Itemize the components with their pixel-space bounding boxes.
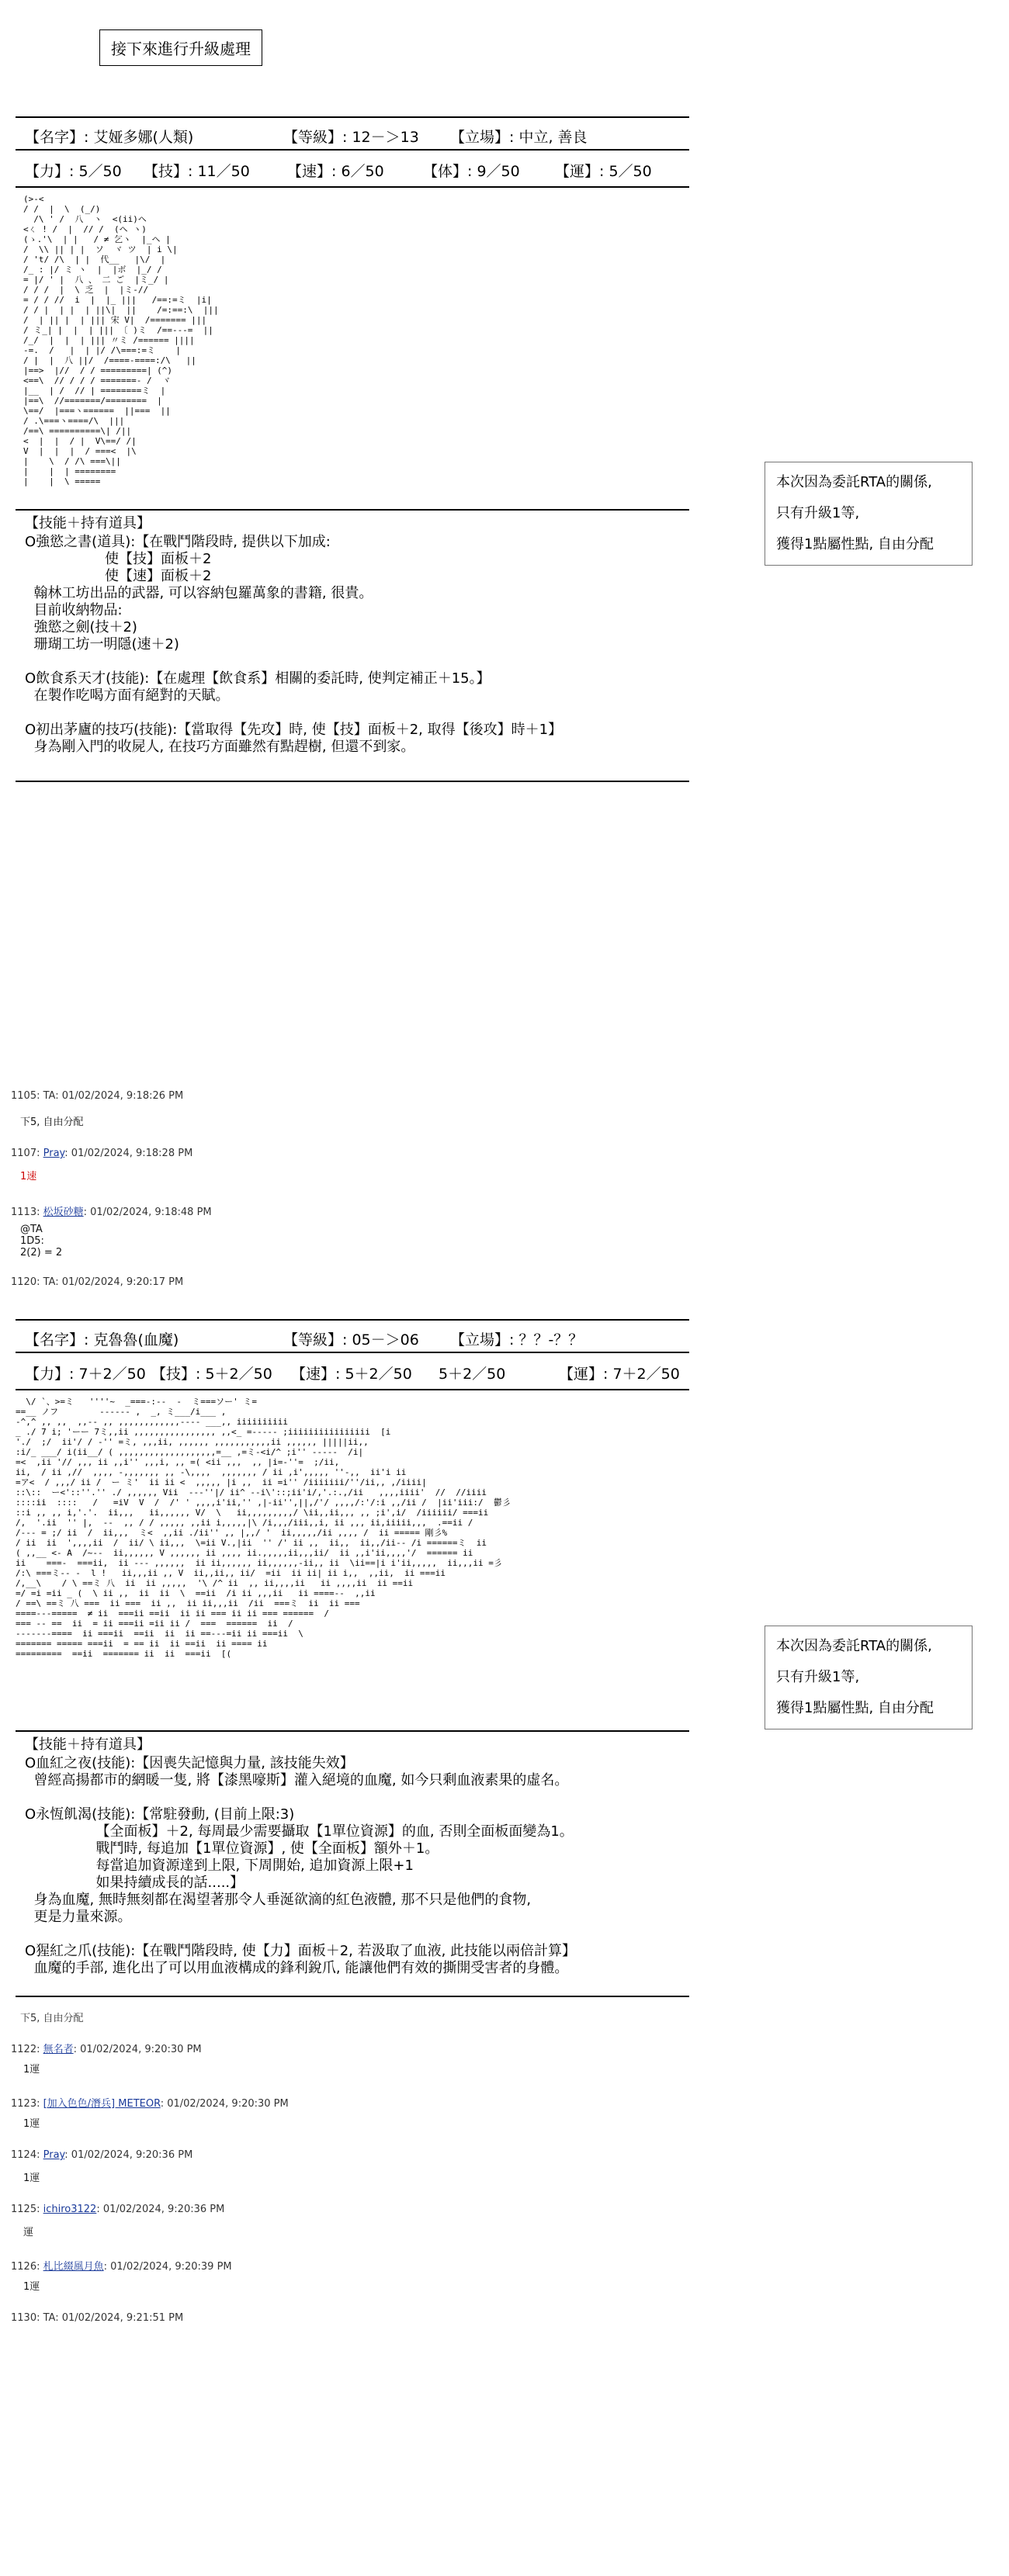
ascii-art-line: === -- == ii = ii ===ii =ii ii / === ====== ii / [16, 1619, 293, 1629]
poster-name-link[interactable]: 札比綴風月魚 [43, 2261, 104, 2273]
post-body: 下5, 自由分配 [20, 1117, 84, 1128]
skill-line [25, 705, 685, 722]
ascii-art-line: _ ./ 7 i; 'ーー 7ミ,,ii ,,,,,,,,,,,,,,,, ,,<_ =----- ;iiiiiiiiiiiiiiii [i [16, 1427, 391, 1437]
post-header: 1123: [加入色色/潛兵] METEOR: 01/02/2024, 9:20:30 PM [11, 2098, 289, 2110]
skill-line: 使【技】面板＋2 [25, 551, 212, 567]
side-note-line: 只有升級1等, [776, 1669, 860, 1685]
ascii-art-line: /_ : |/ ミ ヽ | |ボ |_/ / [23, 265, 162, 275]
divider [16, 1730, 689, 1732]
post-body: 1運 [23, 2118, 40, 2130]
skill-line: 在製作吃喝方面有絕對的天賦。 [25, 687, 230, 704]
character-sheet-2 [16, 1319, 689, 2002]
skills-title: 【技能＋持有道具】 [25, 1736, 151, 1753]
ascii-art-line: / | | 八 ||/ /====-====:/\ || [23, 355, 196, 365]
skill-line: 身為剛入門的收屍人, 在技巧方面雖然有點趕樹, 但還不到家。 [25, 739, 415, 755]
ascii-art-line: /, '.ii '' |, -- ,, / / ,,,,, ,,ii i,,,,,|\ /i,,,/iii,,i, ii ,,, ii,iiiii,,, .==ii / [16, 1518, 473, 1528]
ascii-art-line: |==\ //=======/======== | [23, 396, 162, 406]
stat-luck: 【運】: 7＋2／50 [559, 1366, 680, 1383]
ascii-art-line: \==/ |===ヽ====== ||=== || [23, 406, 171, 416]
ascii-art-line: | \ / /\ ===\|| [23, 456, 121, 466]
divider [16, 1996, 689, 1997]
stat-str: 【力】: 7＋2／50 [25, 1366, 146, 1383]
ascii-art-line: / / / | \ 乏 | |ミ-// [23, 285, 149, 295]
skill-line: 曾經高揚都市的網暖一隻, 將【漆黑嚎斯】灌入絕境的血魔, 如今只剩血液素果的虛名。 [25, 1772, 569, 1788]
ascii-art-line: ====---===== ≠ ii ===ii ==ii ii ii === ii ii === ====== / [16, 1608, 329, 1619]
post-header: 1125: ichiro3122: 01/02/2024, 9:20:36 PM [11, 2204, 225, 2215]
skills-title: 【技能＋持有道具】 [25, 515, 151, 531]
side-note-1 [765, 462, 973, 566]
post-body: 1速 [20, 1171, 37, 1182]
character-sheet-1 [16, 116, 689, 788]
ascii-art-line: / ==\ ==ミ 八 === ii === ii ,, ii ii,,,ii /ii ===ミ ii ii === [16, 1598, 360, 1608]
ascii-art-line: ( ,,__ <- A /~-- ii,,,,,, V ,,,,,, ii ,,,, ii.,,,,,ii,,,ii/ ii ,,i'ii,,,,'/ ====== ii [16, 1548, 473, 1558]
skill-line: 使【速】面板＋2 [25, 568, 212, 584]
divider [16, 509, 689, 511]
divider [16, 781, 689, 782]
page-title: 接下來進行升級處理 [99, 29, 262, 66]
skill-line [25, 1789, 692, 1806]
ascii-art-line: /:\ ===ミ-- - l ! ii,,,ii ,, V ii,,ii,, ii/ =ii ii ii| ii i,, ,,ii, ii ===ii [16, 1568, 446, 1578]
post-body: 1運 [23, 2064, 40, 2076]
stat-luck: 【運】: 5／50 [555, 163, 652, 180]
poster-name-link[interactable]: 松坂砂糖 [43, 1207, 84, 1218]
divider [16, 1319, 689, 1321]
stat-spd: 【速】: 5＋2／50 [291, 1366, 412, 1383]
skill-line: O永恆飢渴(技能):【常駐發動, (目前上限:3) [25, 1806, 295, 1823]
skill-line: O強慾之書(道具):【在戰鬥階段時, 提供以下加成: [25, 534, 331, 550]
skill-line [25, 1926, 692, 1943]
ascii-art-line: -=. / | | |/ /\===:=ミ | [23, 345, 182, 355]
ascii-art-line: ii, / ii ,// ,,,, -,,,,,,, ,, -\,,,, ,,,,,,, / ii ,i',,,,, ''-,, ii'i ii [16, 1467, 407, 1477]
ascii-art-line: './ ;/ ii'/ / -'' =ミ, ,,,ii, ,,,,,, ,,,,,,,,,,,ii ,,,,,, |||||ii,, [16, 1437, 369, 1447]
ascii-art-line: V | | | / ===< |\ [23, 446, 137, 456]
post-header: 1122: 無名者: 01/02/2024, 9:20:30 PM [11, 2044, 202, 2055]
ascii-art-line: ::i ,, ,, i,'.'. ii,,, ii,,,,,, V/ \ ii,,,,,,,,,/ \ii,,ii,,, ,, ;i',i/ /iiiiii/ ===ii [16, 1508, 489, 1518]
ascii-art-line: = |/ ' | 八 、 二 ご |ミ_/ | [23, 275, 169, 285]
skill-line: O飲食系天才(技能):【在處理【飲食系】相關的委託時, 使判定補正＋15。】 [25, 670, 491, 687]
skill-line [25, 653, 685, 670]
ascii-art-line: (ゝ.'\ | | / ≠ 乞ヽ |_ヘ | [23, 234, 171, 244]
ascii-art-line: ::::ii :::: / =iV V / /' ' ,,,,i'ii,'' ,|-ii'',||,/'/ ,,,,/:'/:i ,,/ii / |ii'iii:/ 鬱彡 [16, 1497, 511, 1508]
ascii-art-line: -^,^ ,, ,, ,,-- ,, ,,,,,,,,,,,,---- ___,, iiiiiiiiii [16, 1417, 288, 1427]
stat-tech: 【技】: 5＋2／50 [151, 1366, 272, 1383]
ascii-art-line: |__ | / // | ========ミ | [23, 386, 166, 396]
ascii-art-line: /--- = ;/ ii / ii,,, ミ< ,,ii ./ii'' ,, |,,/ ' ii,,,,,/ii ,,,, / ii ===== 剛彡% [16, 1528, 448, 1538]
poster-name-link[interactable]: [加入色色/潛兵] METEOR [43, 2098, 161, 2110]
ascii-art-line: ========= ==ii ======= ii ii ===ii [( [16, 1649, 232, 1659]
ascii-art-line: ======= ===== ===ii = == ii ii ==ii ii ==== ii [16, 1639, 268, 1649]
ascii-art-line: = / / // i | |_ ||| /==:=ミ |i| [23, 295, 212, 305]
ascii-art-line: ::\:: ー<'::''.'' ./ ,,,,,, Vii ---''|/ ii^ --i\'::;ii'i/,'.:.,/ii ,,,,iiii' // //iiii [16, 1487, 487, 1497]
stat-alignment: 【立場】: 中立, 善良 [450, 129, 588, 146]
ascii-art-line: <ㄑ ! / | // / (ヘ ヽ) [23, 224, 147, 234]
skill-line: 目前收納物品: [25, 602, 123, 618]
divider [16, 1389, 689, 1390]
ascii-art-line: =< ,ii '// ,,, ii ,,i'' ,,,i, ,, =( <ii ,,, ,, |i=-''= ;/ii, [16, 1457, 340, 1467]
poster-name-link[interactable]: Pray [43, 1148, 65, 1159]
skills-list [25, 534, 685, 756]
post-header: 1107: Pray: 01/02/2024, 9:18:28 PM [11, 1148, 193, 1159]
ascii-art-line: /_/ | | | ||| 〃ミ /====== |||| [23, 335, 195, 345]
stat-level: 【等級】: 05－＞06 [283, 1331, 419, 1349]
poster-name-link[interactable]: Pray [43, 2149, 65, 2161]
skill-line: 翰林工坊出品的武器, 可以容納包羅萬象的書籍, 很貴。 [25, 585, 373, 601]
ascii-art-line: | | | ======== [23, 466, 116, 476]
skill-line: 戰鬥時, 每追加【1單位資源】, 使【全面板】額外＋1。 [25, 1840, 439, 1857]
skill-line: O血紅之夜(技能):【因喪失記憶與力量, 該技能失效】 [25, 1755, 354, 1771]
skill-line: 【全面板】＋2, 每周最少需要攝取【1單位資源】的血, 否則全面板面變為1。 [25, 1823, 574, 1840]
ascii-art-line: /\ ' / 八 ヽ <(ii)ヘ [23, 214, 147, 224]
post-body: 1運 [23, 2173, 40, 2184]
stat-str: 【力】: 5／50 [25, 163, 122, 180]
ascii-art-line: / / | | | | ||\| || /=:==:\ ||| [23, 305, 219, 315]
post-header: 1105: TA: 01/02/2024, 9:18:26 PM [11, 1090, 184, 1102]
ascii-art-line: < | | / | V\==/ /| [23, 436, 137, 446]
stat-name: 【名字】: 艾娅多娜(人類) [25, 129, 194, 146]
side-note-line: 只有升級1等, [776, 505, 860, 521]
side-note-line: 本次因為委託RTA的關係, [776, 1638, 932, 1654]
divider [16, 186, 689, 188]
ascii-art-line: / 't/ /\ | | 代__ |\/ | [23, 254, 166, 265]
stat-body: 5＋2／50 [439, 1366, 506, 1383]
post-header: 1124: Pray: 01/02/2024, 9:20:36 PM [11, 2149, 193, 2161]
post-header: 1113: 松坂砂糖: 01/02/2024, 9:18:48 PM [11, 1207, 212, 1218]
ascii-art-line: / .\===ヽ====/\ ||| [23, 416, 125, 426]
side-note-line: 本次因為委託RTA的關係, [776, 474, 932, 490]
stat-alignment: 【立場】: ？？-？？ [450, 1331, 584, 1349]
poster-name-link[interactable]: ichiro3122 [43, 2204, 97, 2215]
skills-list [25, 1755, 692, 1977]
stat-tech: 【技】: 11／50 [144, 163, 250, 180]
ascii-art-line: ii ===- ===ii, ii --- ,,,,,, ii ii,,,,,, ii,,,,,,-ii,, ii \ii==|i i'ii,,,,, ii,,,ii =彡 [16, 1558, 502, 1568]
ascii-art-line: /==\ ==========\| /|| [23, 426, 132, 436]
poster-name-link[interactable]: 無名者 [43, 2044, 74, 2055]
ascii-art-line: / ii ii ',,,,ii / ii/ \ ii,,, \=ii V.,|ii '' /' ii ,, ii,, ii,,/ii-- /i ======ミ ii [16, 1538, 487, 1548]
skill-line: 珊瑚工坊一明隱(速＋2) [25, 636, 179, 653]
ascii-art-line: =ア< / ,,,/ ii / ー ミ' ii ii < ,,,,, |i ,, ii =i'' /iiiiiii/''/ii,, ,/iiii| [16, 1477, 427, 1487]
divider [16, 149, 689, 151]
post-body: 1運 [23, 2281, 40, 2293]
post-body: @TA 1D5: 2(2) = 2 [20, 1224, 63, 1259]
ascii-art-line: / \\ || | | ソ ヾ ツ | i \| [23, 244, 178, 254]
skill-line: 強慾之劍(技＋2) [25, 619, 137, 635]
ascii-art-line: /,__\ / \ ==ミ 八 ii ii ,,,,, '\ /^ ii ,, ii,,,,ii ii ,,,,ii ii ==ii [16, 1578, 414, 1588]
ascii-art-character-1 [23, 194, 683, 504]
skill-line: 每當追加資源達到上限, 下周開始, 追加資源上限+1 [25, 1858, 414, 1874]
divider [16, 116, 689, 118]
side-note-line: 獲得1點屬性點, 自由分配 [776, 1700, 934, 1716]
ascii-art-line: ==__ ノフ ------ , _, ミ___/i___ , [16, 1407, 227, 1417]
ascii-art-line: / | || | | ||| 宋 V| /======= ||| [23, 315, 207, 325]
ascii-art-line: =/ =i =ii _ ( \ ii ,, ii ii \ ==ii /i ii ,,,ii ii ====-- ,,ii [16, 1588, 376, 1598]
ascii-art-line: -------==== ii ===ii ==ii ii ii ==---=ii ii ===ii \ [16, 1629, 303, 1639]
ascii-art-character-2 [16, 1397, 689, 1723]
ascii-art-line: :i/_ ___/ i(ii__/ ( ,,,,,,,,,,,,,,,,,,,=__ ,=ミ-<i/^ ;i'' ----- /i| [16, 1447, 364, 1457]
stat-body: 【体】: 9／50 [423, 163, 520, 180]
post-header: 1130: TA: 01/02/2024, 9:21:51 PM [11, 2312, 184, 2324]
ascii-art-line: \/ `、>=ミ ''''~ _===-:-- - ミ===ソー' ミ= [16, 1397, 258, 1407]
stat-name: 【名字】: 克魯魯(血魔) [25, 1331, 179, 1349]
post-header: 下5, 自由分配 [20, 2013, 84, 2024]
stat-level: 【等級】: 12－＞13 [283, 129, 419, 146]
skill-line: 如果持續成長的話.....】 [25, 1875, 244, 1891]
stat-spd: 【速】: 6／50 [287, 163, 384, 180]
ascii-art-line: (>-< [23, 194, 44, 204]
skill-line: O初出茅廬的技巧(技能):【當取得【先攻】時, 使【技】面板＋2, 取得【後攻】時＋1】 [25, 722, 563, 738]
post-header: 1120: TA: 01/02/2024, 9:20:17 PM [11, 1276, 184, 1288]
side-note-2 [765, 1626, 973, 1729]
divider [16, 1352, 689, 1353]
post-body: 運 [23, 2227, 34, 2238]
ascii-art-line: / ミ_| | | | ||| 〔 )ミ /==---= || [23, 325, 213, 335]
ascii-art-line: / / | \ (_/) [23, 204, 101, 214]
ascii-art-line: | | \ ===== [23, 476, 101, 486]
skill-line: 更是力量來源。 [25, 1909, 132, 1925]
skill-line: O猩紅之爪(技能):【在戰鬥階段時, 使【力】面板＋2, 若汲取了血液, 此技能以兩倍計算】 [25, 1943, 577, 1959]
post-header: 1126: 札比綴風月魚: 01/02/2024, 9:20:39 PM [11, 2261, 232, 2273]
ascii-art-line: |==> |// / / =========| (^) [23, 365, 173, 376]
side-note-line: 獲得1點屬性點, 自由分配 [776, 536, 934, 552]
skill-line: 血魔的手部, 進化出了可以用血液構成的鋒利銳爪, 能讓他們有效的撕開受害者的身體。 [25, 1960, 569, 1976]
skill-line: 身為血魔, 無時無刻都在渴望著那令人垂涎欲滴的紅色液體, 那不只是他們的食物, [25, 1892, 532, 1908]
ascii-art-line: <==\ // / / / =======- / ヾ [23, 376, 171, 386]
